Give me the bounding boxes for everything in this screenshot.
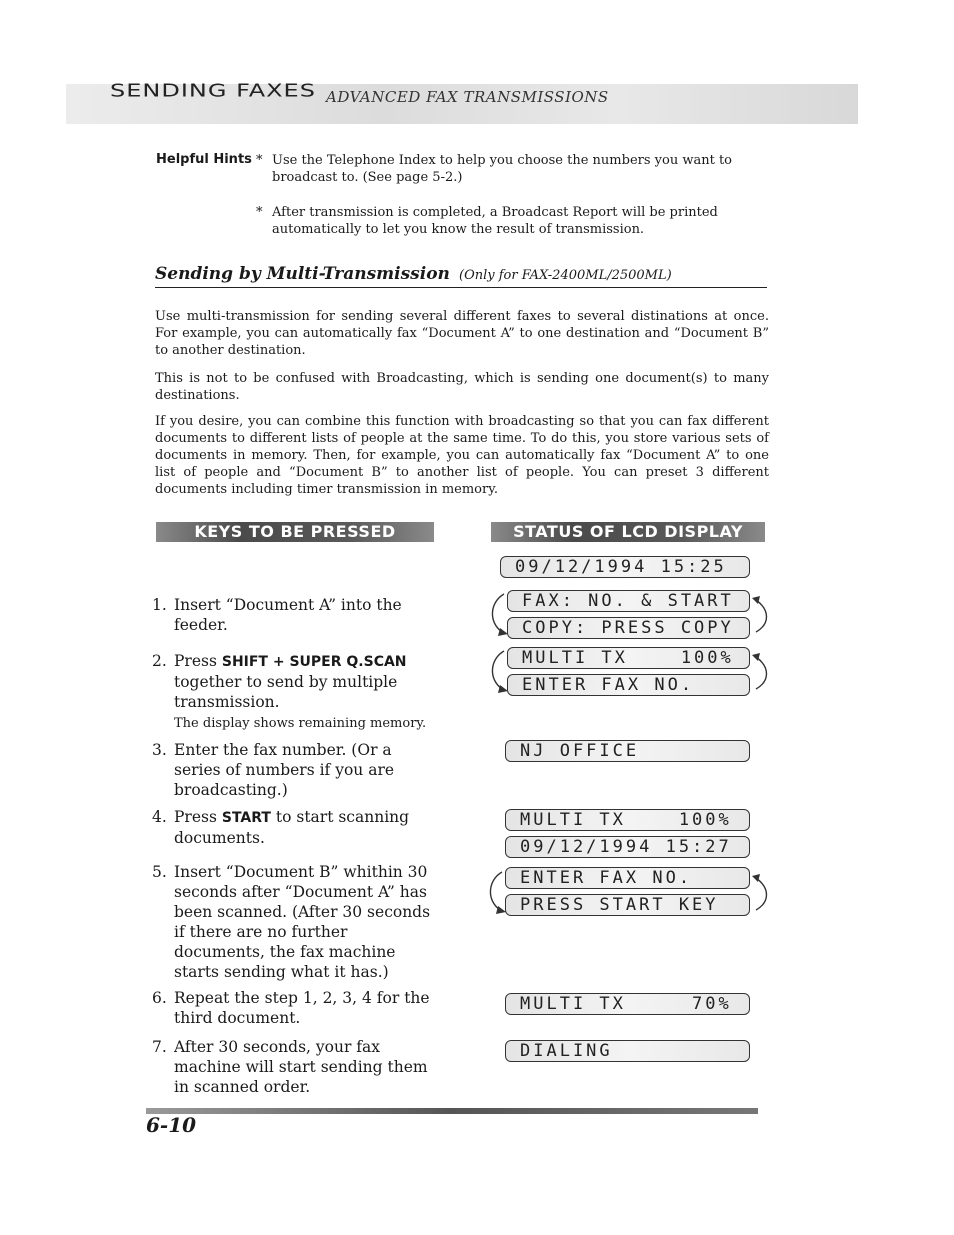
lcd-display: NJ OFFICE [505,740,750,762]
step-item: 6. Repeat the step 1, 2, 3, 4 for the third document. [152,989,430,1027]
lcd-display: ENTER FAX NO. [505,867,750,889]
key-name: SHIFT + SUPER Q.SCAN [221,654,407,670]
key-name: START [221,810,271,826]
alternating-arrows-icon [478,866,770,922]
alternating-arrows-icon [480,588,770,644]
hint-item: * Use the Telephone Index to help you choose the numbers you want to broadcast to. (See page 5-2.) [256,153,732,185]
asterisk-icon: * [256,205,263,220]
lcd-display: MULTI TX 100% [505,809,750,831]
step-note: The display shows remaining memory. [174,716,427,731]
lcd-display: 09/12/1994 15:25 [500,556,750,578]
step-item: 2. Press SHIFT + SUPER Q.SCAN together to send by multiple transmission. The display shows remaining memory. [152,652,427,731]
lcd-display: MULTI TX 70% [505,993,750,1015]
section-subtitle: (Only for FAX-2400ML/2500ML) [459,268,672,283]
step-item: 3. Enter the fax number. (Or a series of numbers if you are broadcasting.) [152,741,395,799]
page-header-subtitle: ADVANCED FAX TRANSMISSIONS [326,88,609,106]
step-item: 7. After 30 seconds, your fax machine will start sending them in scanned order. [152,1038,428,1096]
page-number: 6-10 [146,1113,197,1137]
step-item: 1. Insert “Document A” into the feeder. [152,596,402,634]
lcd-display: FAX: NO. & START [507,590,750,612]
keys-column-header: KEYS TO BE PRESSED [156,522,434,542]
lcd-column-header: STATUS OF LCD DISPLAY [491,522,765,542]
asterisk-icon: * [256,153,263,168]
hint-item: * After transmission is completed, a Broadcast Report will be printed automatically to let you know the result of transmission. [256,205,718,237]
lcd-display: MULTI TX 100% [507,647,750,669]
body-paragraph: This is not to be confused with Broadcasting, which is sending one document(s) to many destinations. [155,371,769,403]
step-item: 4. Press START to start scanning documents. [152,808,410,847]
page-header-title: SENDING FAXES [110,80,316,101]
lcd-display: DIALING [505,1040,750,1062]
body-paragraph: Use multi-transmission for sending several different faxes to several distinations at once. For example, you can automatically fax “Document A” to one destination and “Document B” to another destination. [155,309,769,358]
lcd-display: ENTER FAX NO. [507,674,750,696]
footer-rule [146,1108,758,1114]
section-heading [155,264,767,288]
step-item: 5. Insert “Document B” whithin 30 seconds after “Document A” has been scanned. (After 30 seconds if there are no further documents, the fax machine starts sending what it has.) [152,863,431,981]
helpful-hints-label: Helpful Hints [156,152,252,167]
alternating-arrows-icon [480,645,770,701]
lcd-display: 09/12/1994 15:27 [505,836,750,858]
lcd-display: COPY: PRESS COPY [507,617,750,639]
section-title: Sending by Multi-Transmission [155,264,450,284]
body-paragraph: If you desire, you can combine this function with broadcasting so that you can fax different documents to different lists of people at the same time. To do this, you store various sets of documents in memory. Then, for example, you can automatically fax “Document A” to one list of people and “Document B” to another list of people. You can preset 3 different documents including timer transmission in memory. [155,414,769,497]
lcd-display: PRESS START KEY [505,894,750,916]
